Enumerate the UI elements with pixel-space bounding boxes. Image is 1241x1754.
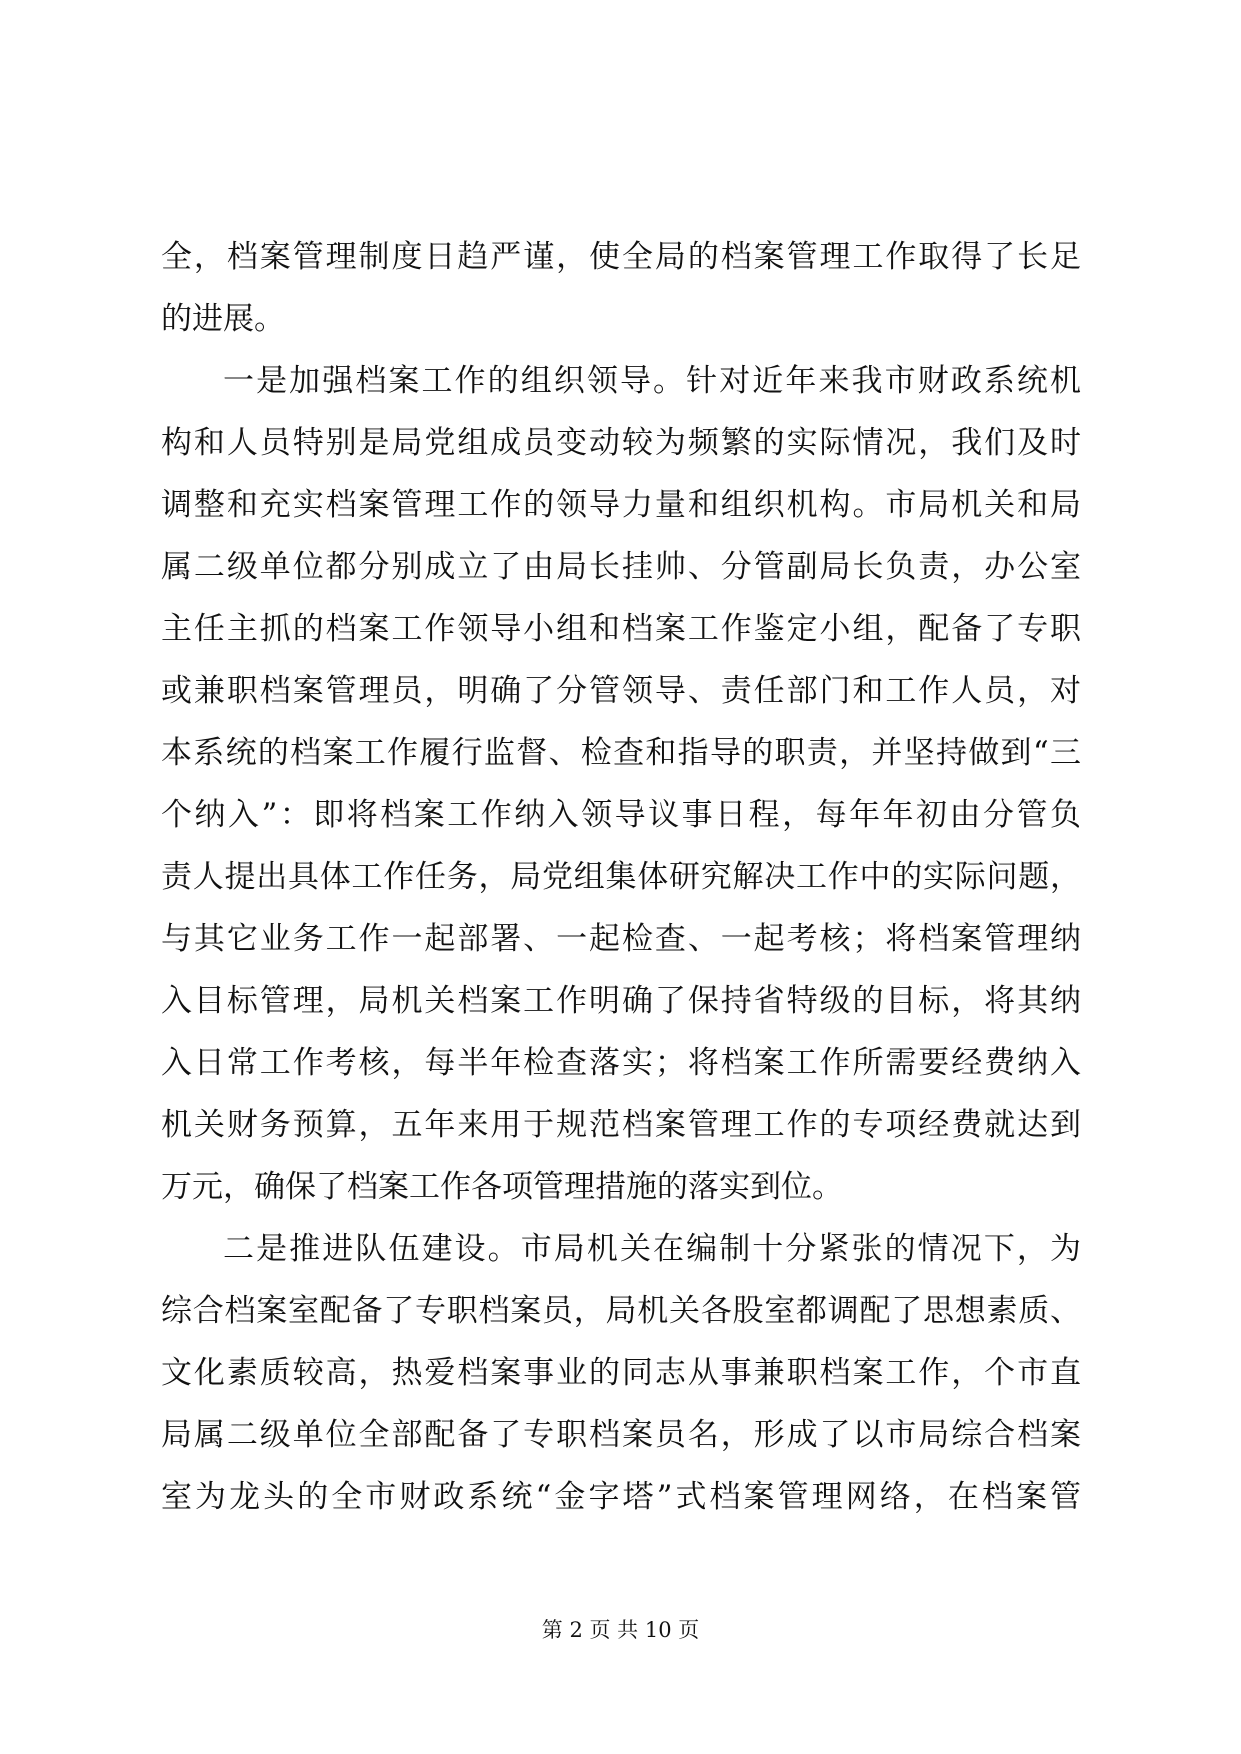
text-line: 或兼职档案管理员，明确了分管领导、责任部门和工作人员，对 — [161, 673, 1081, 709]
paragraph-first-line: 一是加强档案工作的组织领导。针对近年来我市财政系统机 — [223, 363, 1081, 399]
text-line: 的进展。 — [161, 301, 285, 337]
paragraph-first-line: 二是推进队伍建设。市局机关在编制十分紧张的情况下，为 — [223, 1231, 1081, 1267]
text-line: 本系统的档案工作履行监督、检查和指导的职责，并坚持做到“三 — [161, 735, 1081, 771]
text-line: 入日常工作考核，每半年检查落实；将档案工作所需要经费纳入 — [161, 1045, 1081, 1081]
text-line: 属二级单位都分别成立了由局长挂帅、分管副局长负责，办公室 — [161, 549, 1081, 585]
document-body — [161, 226, 1081, 1528]
text-line: 个纳入”：即将档案工作纳入领导议事日程，每年年初由分管负 — [161, 797, 1081, 833]
text-line: 与其它业务工作一起部署、一起检查、一起考核；将档案管理纳 — [161, 921, 1081, 957]
text-line: 全，档案管理制度日趋严谨，使全局的档案管理工作取得了长足 — [161, 239, 1081, 275]
text-line: 主任主抓的档案工作领导小组和档案工作鉴定小组，配备了专职 — [161, 611, 1081, 647]
text-line: 综合档案室配备了专职档案员，局机关各股室都调配了思想素质、 — [161, 1293, 1081, 1329]
text-line: 入目标管理，局机关档案工作明确了保持省特级的目标，将其纳 — [161, 983, 1081, 1019]
text-line: 万元，确保了档案工作各项管理措施的落实到位。 — [161, 1169, 843, 1205]
text-line: 文化素质较高，热爱档案事业的同志从事兼职档案工作，个市直 — [161, 1355, 1081, 1391]
text-line: 室为龙头的全市财政系统“金字塔”式档案管理网络，在档案管 — [161, 1479, 1081, 1515]
text-line: 机关财务预算，五年来用于规范档案管理工作的专项经费就达到 — [161, 1107, 1081, 1143]
text-line: 责人提出具体工作任务，局党组集体研究解决工作中的实际问题， — [161, 859, 1081, 895]
page-number-footer: 第 2 页 共 10 页 — [541, 1618, 700, 1642]
text-line: 构和人员特别是局党组成员变动较为频繁的实际情况，我们及时 — [161, 425, 1081, 461]
text-line: 局属二级单位全部配备了专职档案员名，形成了以市局综合档案 — [161, 1417, 1081, 1453]
text-line: 调整和充实档案管理工作的领导力量和组织机构。市局机关和局 — [161, 487, 1081, 523]
